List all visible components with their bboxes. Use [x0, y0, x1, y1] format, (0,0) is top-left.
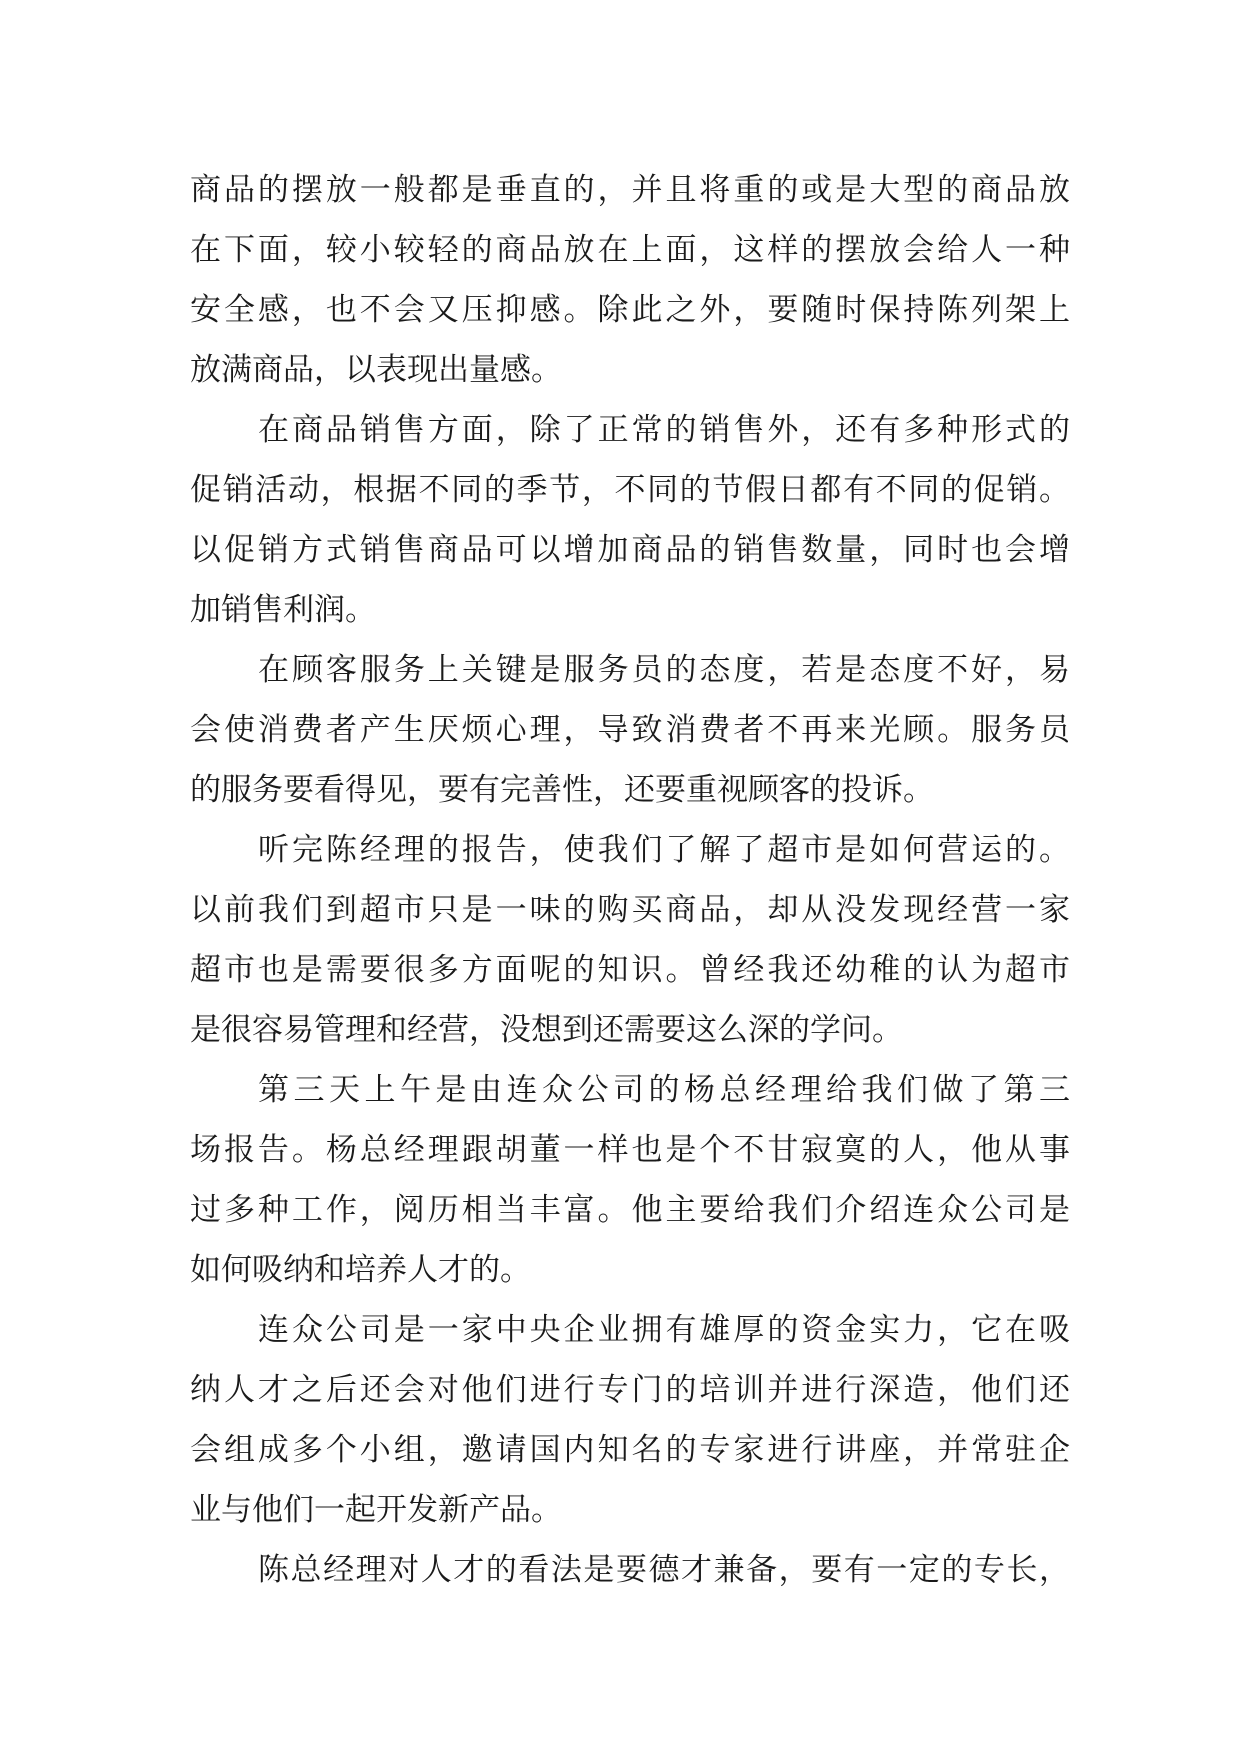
text-line: 听完陈经理的报告，使我们了解了超市是如何营运的。 — [258, 832, 1070, 868]
text-line: 陈总经理对人才的看法是要德才兼备，要有一定的专长， — [258, 1552, 1070, 1588]
text-line: 会组成多个小组，邀请国内知名的专家进行讲座，并常驻企 — [190, 1432, 1070, 1468]
text-line: 是很容易管理和经营，没想到还需要这么深的学问。 — [190, 1012, 903, 1048]
text-line: 过多种工作，阅历相当丰富。他主要给我们介绍连众公司是 — [190, 1192, 1070, 1228]
text-line: 在商品销售方面，除了正常的销售外，还有多种形式的 — [258, 412, 1070, 448]
text-line: 会使消费者产生厌烦心理，导致消费者不再来光顾。服务员 — [190, 712, 1070, 748]
text-line: 在下面，较小较轻的商品放在上面，这样的摆放会给人一种 — [190, 232, 1070, 268]
text-line: 以前我们到超市只是一味的购买商品，却从没发现经营一家 — [190, 892, 1070, 928]
text-line: 在顾客服务上关键是服务员的态度，若是态度不好，易 — [258, 652, 1070, 688]
text-line: 安全感，也不会又压抑感。除此之外，要随时保持陈列架上 — [190, 292, 1070, 328]
text-line: 以促销方式销售商品可以增加商品的销售数量，同时也会增 — [190, 532, 1070, 568]
text-line: 第三天上午是由连众公司的杨总经理给我们做了第三 — [258, 1072, 1070, 1108]
text-line: 如何吸纳和培养人才的。 — [190, 1252, 531, 1288]
text-line: 促销活动，根据不同的季节，不同的节假日都有不同的促销。 — [190, 472, 1070, 508]
text-line: 连众公司是一家中央企业拥有雄厚的资金实力，它在吸 — [258, 1312, 1070, 1348]
text-line: 的服务要看得见，要有完善性，还要重视顾客的投诉。 — [190, 772, 934, 808]
body-text — [190, 160, 1070, 1600]
text-line: 放满商品，以表现出量感。 — [190, 352, 562, 388]
text-line: 商品的摆放一般都是垂直的，并且将重的或是大型的商品放 — [190, 172, 1070, 208]
text-line: 场报告。杨总经理跟胡董一样也是个不甘寂寞的人，他从事 — [190, 1132, 1070, 1168]
text-line: 超市也是需要很多方面呢的知识。曾经我还幼稚的认为超市 — [190, 952, 1070, 988]
text-line: 业与他们一起开发新产品。 — [190, 1492, 562, 1528]
text-line: 纳人才之后还会对他们进行专门的培训并进行深造，他们还 — [190, 1372, 1070, 1408]
text-line: 加销售利润。 — [190, 592, 376, 628]
